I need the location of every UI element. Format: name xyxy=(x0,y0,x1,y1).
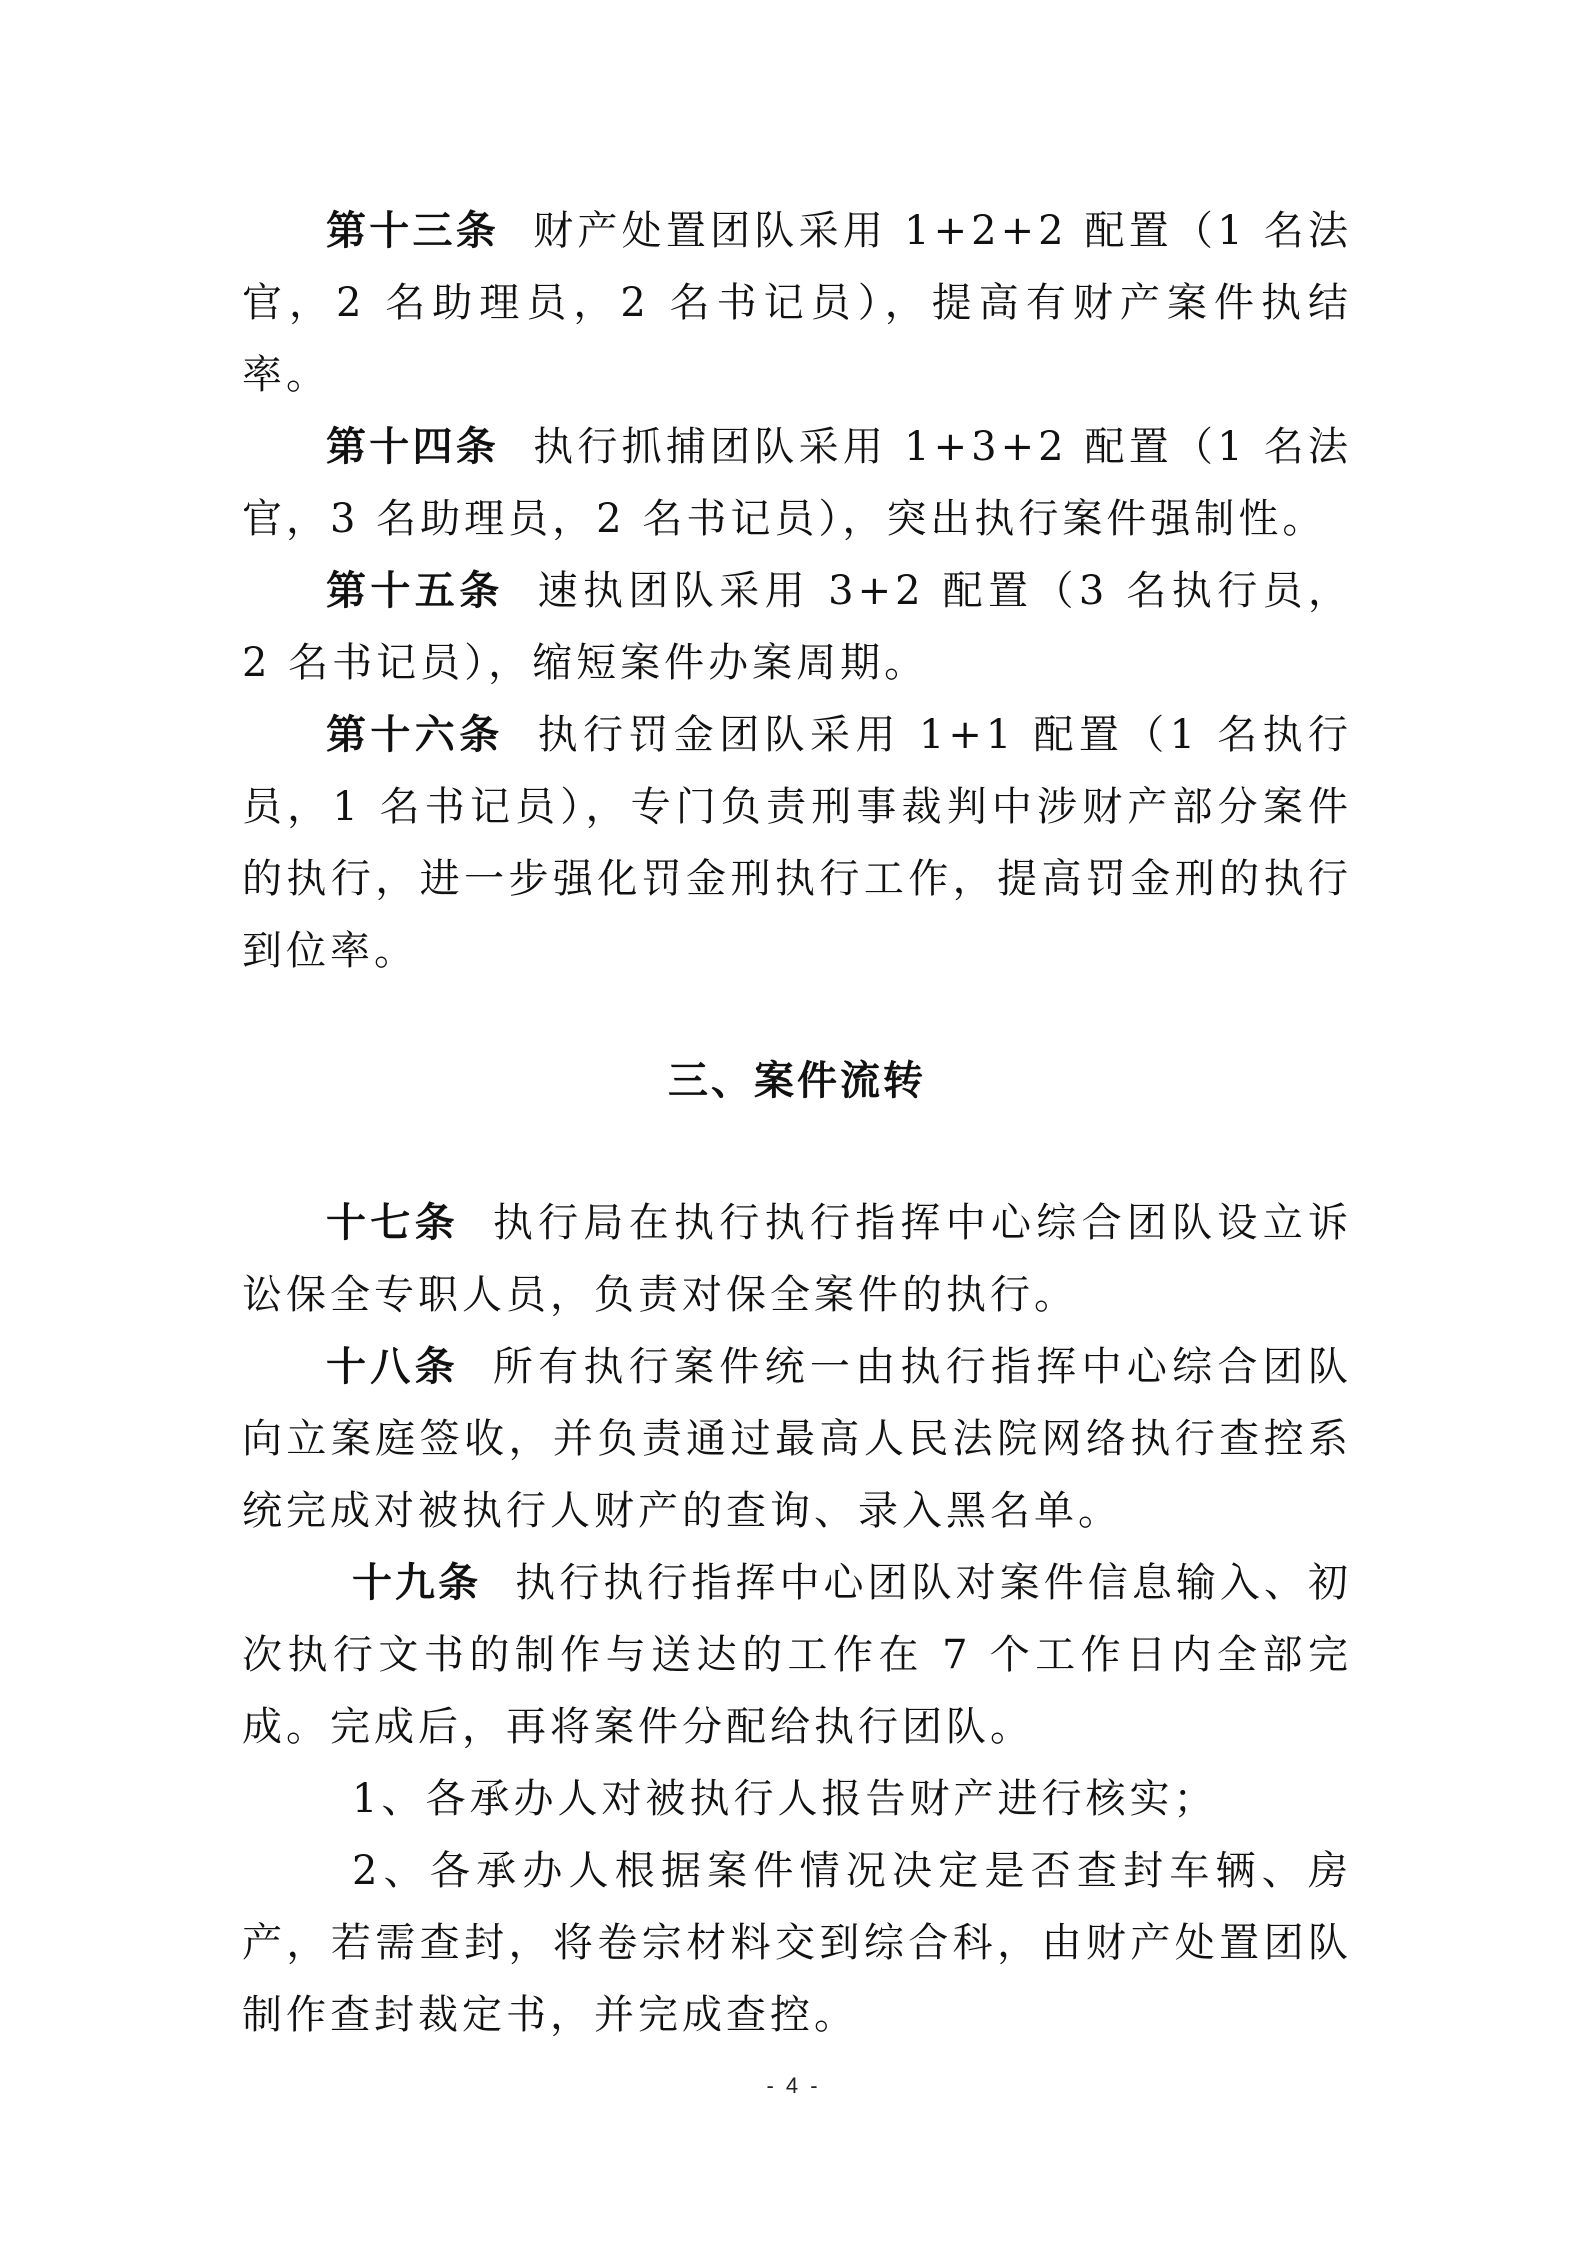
article-label: 第十六条 xyxy=(326,712,504,758)
page-number: - 4 - xyxy=(766,2073,821,2098)
article-label: 十九条 xyxy=(352,1560,482,1606)
article-text: 财产处置团队采用 1+2+2 配置（1 名法官，2 名助理员，2 名书记员），提高有财产案件执结率。 xyxy=(242,208,1352,398)
article-text: 速执团队采用 3+2 配置（3 名执行员，2 名书记员），缩短案件办案周期。 xyxy=(242,568,1353,686)
article-label: 第十五条 xyxy=(326,568,504,614)
spacer xyxy=(242,987,1352,1045)
page-content xyxy=(242,195,1352,2051)
article-label: 第十三条 xyxy=(326,208,500,254)
section-title: 三、案件流转 xyxy=(668,1058,926,1104)
article-text: 执行罚金团队采用 1+1 配置（1 名执行员，1 名书记员），专门负责刑事裁判中涉财产部分案件的执行，进一步强化罚金刑执行工作，提高罚金刑的执行到位率。 xyxy=(242,712,1353,974)
article-text: 执行执行指挥中心团队对案件信息输入、初次执行文书的制作与送达的工作在 7 个工作日内全部完成。完成后，再将案件分配给执行团队。 xyxy=(242,1560,1353,1750)
article-label: 第十四条 xyxy=(326,424,500,470)
list-item: 2、各承办人根据案件情况决定是否查封车辆、房产，若需查封，将卷宗材料交到综合科，由财产处置团队制作查封裁定书，并完成查控。 xyxy=(242,1848,1352,2038)
article-text: 所有执行案件统一由执行指挥中心综合团队向立案庭签收，并负责通过最高人民法院网络执行查控系统完成对被执行人财产的查询、录入黑名单。 xyxy=(242,1344,1353,1534)
article-label: 十七条 xyxy=(326,1200,459,1246)
article-label: 十八条 xyxy=(326,1344,459,1390)
spacer xyxy=(242,1117,1352,1187)
article-17 xyxy=(242,1187,1352,1331)
list-item: 1、各承办人对被执行人报告财产进行核实； xyxy=(352,1776,1218,1822)
article-16 xyxy=(242,699,1352,987)
article-14 xyxy=(242,411,1352,555)
article-15 xyxy=(242,555,1352,699)
article-18 xyxy=(242,1331,1352,1547)
article-text: 执行局在执行执行指挥中心综合团队设立诉讼保全专职人员，负责对保全案件的执行。 xyxy=(242,1200,1353,1318)
article-13 xyxy=(242,195,1352,411)
article-text: 执行抓捕团队采用 1+3+2 配置（1 名法官，3 名助理员，2 名书记员），突出执行案件强制性。 xyxy=(242,424,1352,542)
article-19 xyxy=(242,1547,1352,1763)
